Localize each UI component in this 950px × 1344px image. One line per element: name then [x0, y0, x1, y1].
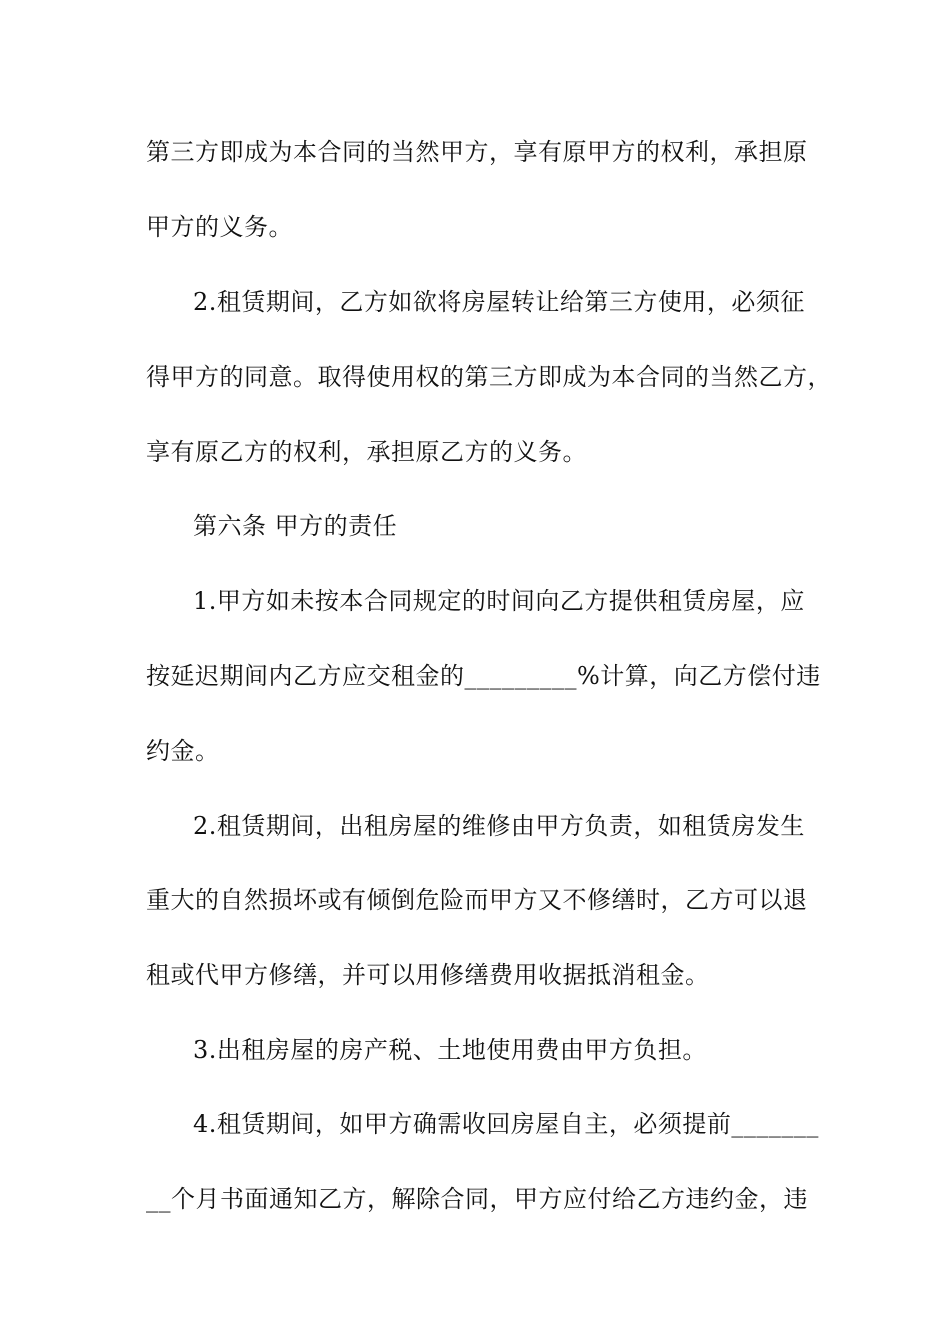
- text-line: 按延迟期间内乙方应交租金的_________%计算，向乙方偿付违: [146, 662, 821, 690]
- text-line: 2.租赁期间，出租房屋的维修由甲方负责，如租赁房发生: [193, 812, 805, 840]
- text-line: 约金。: [146, 737, 220, 765]
- text-line: 4.租赁期间，如甲方确需收回房屋自主，必须提前_______: [193, 1110, 819, 1138]
- section-heading: 第六条 甲方的责任: [193, 512, 398, 540]
- text-line: 2.租赁期间，乙方如欲将房屋转让给第三方使用，必须征: [193, 288, 805, 316]
- text-line: 甲方的义务。: [146, 213, 293, 241]
- text-line: __个月书面通知乙方，解除合同，甲方应付给乙方违约金，违: [146, 1185, 808, 1213]
- text-line: 第三方即成为本合同的当然甲方，享有原甲方的权利，承担原: [146, 138, 808, 166]
- text-line: 得甲方的同意。取得使用权的第三方即成为本合同的当然乙方，: [146, 363, 832, 391]
- text-line: 1.甲方如未按本合同规定的时间向乙方提供租赁房屋，应: [193, 587, 805, 615]
- text-line: 享有原乙方的权利，承担原乙方的义务。: [146, 438, 587, 466]
- text-line: 3.出租房屋的房产税、土地使用费由甲方负担。: [193, 1036, 707, 1064]
- text-line: 重大的自然损坏或有倾倒危险而甲方又不修缮时，乙方可以退: [146, 886, 808, 914]
- text-line: 租或代甲方修缮，并可以用修缮费用收据抵消租金。: [146, 961, 710, 989]
